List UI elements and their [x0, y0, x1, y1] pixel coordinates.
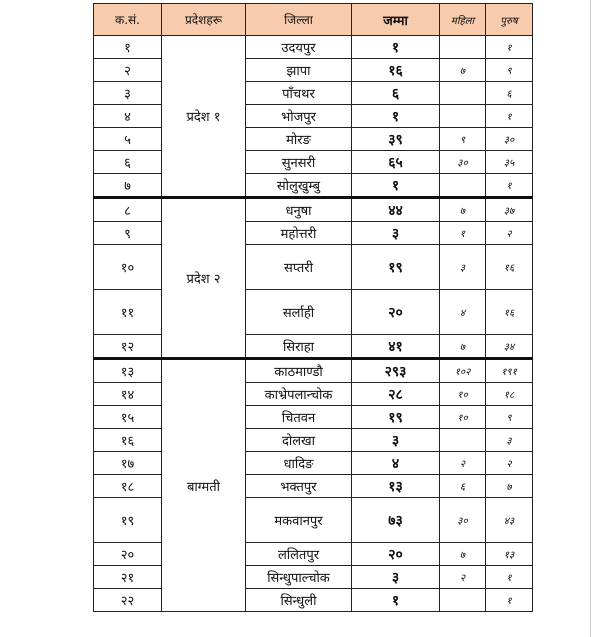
male-count-cell: १३ [486, 543, 533, 566]
serial-number-cell: २२ [94, 589, 162, 612]
male-count-cell: ४३ [486, 498, 533, 543]
table-row [94, 105, 533, 128]
district-name-cell: सिन्धुली [246, 589, 352, 612]
header-province: प्रदेशहरू [162, 4, 246, 36]
female-count-cell [440, 174, 486, 198]
serial-number-cell: ६ [94, 151, 162, 174]
serial-number-cell: २ [94, 59, 162, 82]
district-name-cell: भक्तपुर [246, 475, 352, 498]
male-count-cell: १६ [486, 245, 533, 290]
table-row [94, 222, 533, 245]
female-count-cell: २ [440, 452, 486, 475]
total-count-cell: १९ [352, 406, 440, 429]
female-count-cell [440, 36, 486, 59]
male-count-cell: १९१ [486, 359, 533, 383]
district-name-cell: धादिङ [246, 452, 352, 475]
table-row [94, 128, 533, 151]
table-row [94, 543, 533, 566]
table-row [94, 589, 533, 612]
total-count-cell: ६ [352, 82, 440, 105]
total-count-cell: ७३ [352, 498, 440, 543]
male-count-cell: १८ [486, 383, 533, 406]
total-count-cell: १ [352, 36, 440, 59]
district-name-cell: पाँचथर [246, 82, 352, 105]
female-count-cell [440, 589, 486, 612]
male-count-cell: १६ [486, 290, 533, 335]
total-count-cell: ३ [352, 429, 440, 452]
serial-number-cell: ३ [94, 82, 162, 105]
serial-number-cell: १६ [94, 429, 162, 452]
male-count-cell: ३७ [486, 198, 533, 222]
total-count-cell: ३ [352, 222, 440, 245]
male-count-cell: ३० [486, 128, 533, 151]
header-female: महिला [440, 4, 486, 36]
total-count-cell: १३ [352, 475, 440, 498]
female-count-cell: १० [440, 406, 486, 429]
table-row [94, 174, 533, 198]
total-count-cell: २८ [352, 383, 440, 406]
district-name-cell: ललितपुर [246, 543, 352, 566]
table-row [94, 359, 533, 383]
district-name-cell: महोत्तरी [246, 222, 352, 245]
male-count-cell: ७ [486, 475, 533, 498]
male-count-cell: ३४ [486, 335, 533, 359]
female-count-cell: ७ [440, 543, 486, 566]
serial-number-cell: १० [94, 245, 162, 290]
female-count-cell: ७ [440, 59, 486, 82]
serial-number-cell: २१ [94, 566, 162, 589]
serial-number-cell: ७ [94, 174, 162, 198]
total-count-cell: ४४ [352, 198, 440, 222]
serial-number-cell: २० [94, 543, 162, 566]
female-count-cell: ७ [440, 335, 486, 359]
male-count-cell: १ [486, 105, 533, 128]
serial-number-cell: १ [94, 36, 162, 59]
table-row [94, 36, 533, 59]
serial-number-cell: १७ [94, 452, 162, 475]
province-name-cell: प्रदेश १ [162, 36, 246, 198]
district-name-cell: चितवन [246, 406, 352, 429]
female-count-cell [440, 82, 486, 105]
serial-number-cell: ११ [94, 290, 162, 335]
total-count-cell: ३९ [352, 128, 440, 151]
total-count-cell: ४१ [352, 335, 440, 359]
female-count-cell: १०२ [440, 359, 486, 383]
total-count-cell: १६ [352, 59, 440, 82]
header-district: जिल्ला [246, 4, 352, 36]
serial-number-cell: १३ [94, 359, 162, 383]
serial-number-cell: ८ [94, 198, 162, 222]
district-name-cell: काभ्रेपलान्चोक [246, 383, 352, 406]
male-count-cell: २ [486, 222, 533, 245]
total-count-cell: २० [352, 290, 440, 335]
table-row [94, 245, 533, 290]
table-row [94, 452, 533, 475]
serial-number-cell: १८ [94, 475, 162, 498]
district-count-table [93, 3, 533, 612]
female-count-cell: ९ [440, 128, 486, 151]
district-name-cell: झापा [246, 59, 352, 82]
table-body [94, 36, 533, 612]
male-count-cell: १ [486, 566, 533, 589]
serial-number-cell: १४ [94, 383, 162, 406]
district-name-cell: सर्लाही [246, 290, 352, 335]
female-count-cell: ३० [440, 498, 486, 543]
district-name-cell: काठमाण्डौ [246, 359, 352, 383]
table-row [94, 290, 533, 335]
male-count-cell: ९ [486, 59, 533, 82]
district-name-cell: सोलुखुम्बु [246, 174, 352, 198]
female-count-cell [440, 429, 486, 452]
province-name-cell: प्रदेश २ [162, 198, 246, 359]
male-count-cell: ३ [486, 429, 533, 452]
female-count-cell: ६ [440, 475, 486, 498]
total-count-cell: २९३ [352, 359, 440, 383]
district-name-cell: सिन्धुपाल्चोक [246, 566, 352, 589]
district-name-cell: उदयपुर [246, 36, 352, 59]
serial-number-cell: ५ [94, 128, 162, 151]
male-count-cell: १ [486, 589, 533, 612]
serial-number-cell: १५ [94, 406, 162, 429]
table-row [94, 498, 533, 543]
serial-number-cell: १९ [94, 498, 162, 543]
male-count-cell: ६ [486, 82, 533, 105]
table-row [94, 429, 533, 452]
male-count-cell: १ [486, 174, 533, 198]
total-count-cell: १९ [352, 245, 440, 290]
table-row [94, 406, 533, 429]
female-count-cell [440, 105, 486, 128]
district-name-cell: मोरङ [246, 128, 352, 151]
total-count-cell: ४ [352, 452, 440, 475]
female-count-cell: १ [440, 222, 486, 245]
serial-number-cell: ९ [94, 222, 162, 245]
table-row [94, 566, 533, 589]
table-row [94, 475, 533, 498]
table-row [94, 59, 533, 82]
total-count-cell: १ [352, 105, 440, 128]
district-name-cell: सप्तरी [246, 245, 352, 290]
female-count-cell: २ [440, 566, 486, 589]
total-count-cell: ३ [352, 566, 440, 589]
table-row [94, 335, 533, 359]
male-count-cell: १ [486, 36, 533, 59]
female-count-cell: ४ [440, 290, 486, 335]
total-count-cell: १ [352, 174, 440, 198]
serial-number-cell: १२ [94, 335, 162, 359]
table-row [94, 82, 533, 105]
serial-number-cell: ४ [94, 105, 162, 128]
district-name-cell: मकवानपुर [246, 498, 352, 543]
total-count-cell: २० [352, 543, 440, 566]
district-name-cell: सुनसरी [246, 151, 352, 174]
table-row [94, 198, 533, 222]
table-row [94, 383, 533, 406]
table-row [94, 151, 533, 174]
female-count-cell: ३ [440, 245, 486, 290]
total-count-cell: ६५ [352, 151, 440, 174]
district-name-cell: दोलखा [246, 429, 352, 452]
header-total: जम्मा [352, 4, 440, 36]
total-count-cell: १ [352, 589, 440, 612]
district-name-cell: धनुषा [246, 198, 352, 222]
district-name-cell: सिराहा [246, 335, 352, 359]
header-serial-number: क.सं. [94, 4, 162, 36]
male-count-cell: २ [486, 452, 533, 475]
male-count-cell: ९ [486, 406, 533, 429]
header-male: पुरुष [486, 4, 533, 36]
female-count-cell: ३० [440, 151, 486, 174]
male-count-cell: ३५ [486, 151, 533, 174]
table-header-row [94, 4, 533, 36]
district-name-cell: भोजपुर [246, 105, 352, 128]
female-count-cell: १० [440, 383, 486, 406]
female-count-cell: ७ [440, 198, 486, 222]
province-name-cell: बाग्मती [162, 359, 246, 612]
